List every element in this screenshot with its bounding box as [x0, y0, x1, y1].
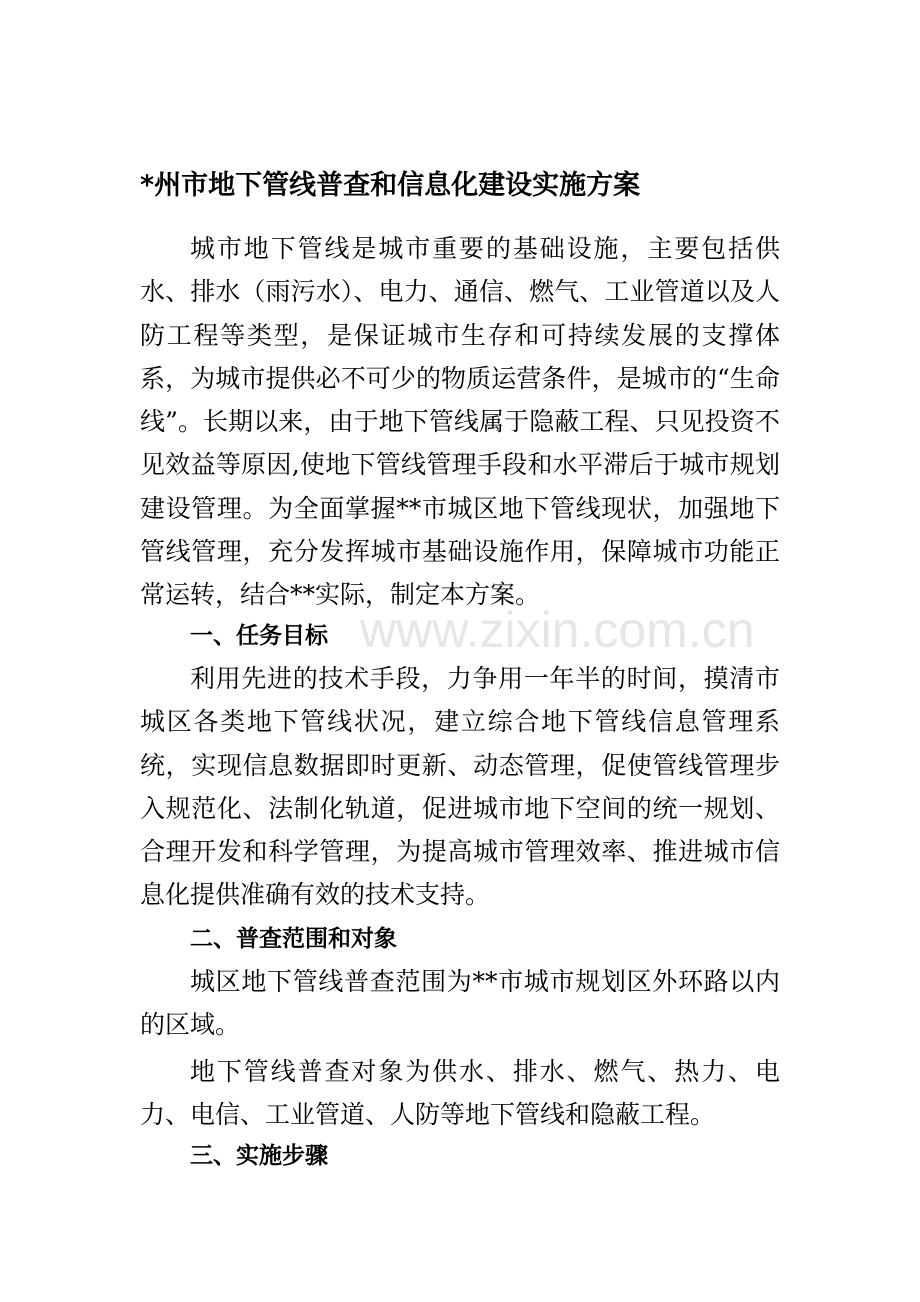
goals-paragraph: 利用先进的技术手段，力争用一年半的时间，摸清市城区各类地下管线状况，建立综合地下管线信息管理系统，实现信息数据即时更新、动态管理，促使管线管理步入规范化、法制化轨道，促进城市地下空间的统一规划、合理开发和科学管理，为提高城市管理效率、推进城市信息化提供准确有效的技术支持。	[140, 664, 780, 910]
intro-paragraph: 城市地下管线是城市重要的基础设施，主要包括供水、排水（雨污水）、电力、通信、燃气、工业管道以及人防工程等类型，是保证城市生存和可持续发展的支撑体系，为城市提供必不可少的物质运营条件，是城市的“生命线”。长期以来，由于地下管线属于隐蔽工程、只见投资不见效益等原因,使地下管线管理手段和水平滞后于城市规划建设管理。为全面掌握**市城区地下管线现状，加强地下管线管理，充分发挥城市基础设施作用，保障城市功能正常运转，结合**实际，制定本方案。	[140, 234, 780, 610]
section-heading-goals: 一、任务目标	[190, 623, 328, 649]
section-heading-steps: 三、实施步骤	[190, 1143, 328, 1169]
scope-range-paragraph: 城区地下管线普查范围为**市城市规划区外环路以内的区域。	[140, 967, 780, 1040]
section-heading-scope: 二、普查范围和对象	[190, 926, 397, 952]
watermark-text: www.zixin.com.cn	[360, 602, 755, 658]
scope-objects-paragraph: 地下管线普查对象为供水、排水、燃气、热力、电力、电信、工业管道、人防等地下管线和隐蔽工程。	[140, 1057, 780, 1130]
document-page	[140, 0, 780, 1302]
document-title: *州市地下管线普查和信息化建设实施方案	[140, 170, 641, 201]
